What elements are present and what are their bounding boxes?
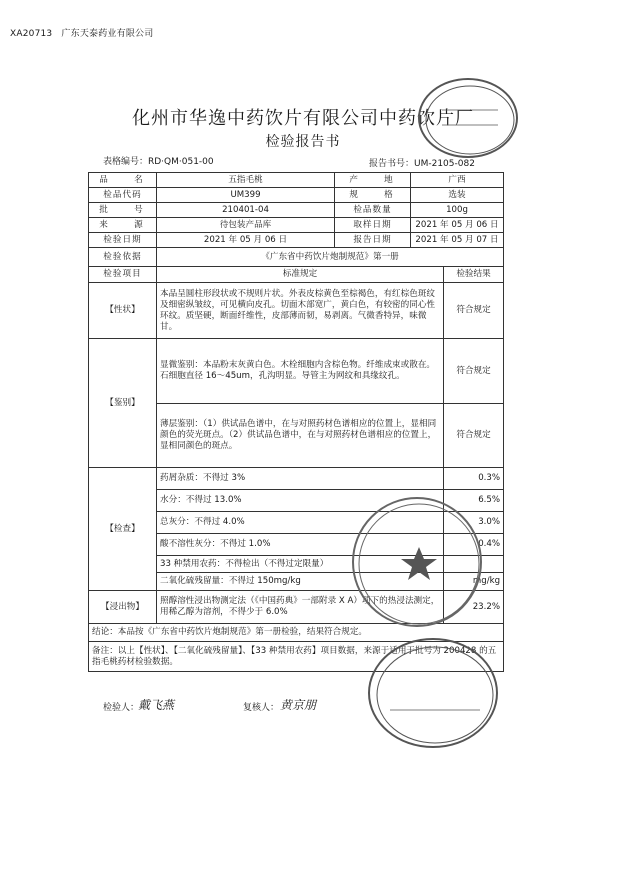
basis-label: 检验依据 <box>89 248 157 267</box>
identify-micro: 显微鉴别：本品粉末灰黄白色。木栓细胞内含棕色物。纤维成束或散在。石细胞直径 16～45um，孔沟明显。导管主为网纹和具缘纹孔。 <box>157 339 444 404</box>
test-date-label: 检验日期 <box>89 233 157 248</box>
col-head-standard: 标准规定 <box>157 267 444 283</box>
code-label: 检品代码 <box>89 188 157 203</box>
check-row: 药屑杂质：不得过 3% <box>157 468 444 490</box>
code-value: UM399 <box>157 188 335 203</box>
inspection-seal-stamp <box>418 78 518 158</box>
check-result: 6.5% <box>444 490 504 512</box>
sample-date-label: 取样日期 <box>335 218 411 233</box>
identify-label: 【鉴别】 <box>89 339 157 468</box>
extract-label: 【浸出物】 <box>89 591 157 624</box>
check-result: mg/kg <box>444 573 504 591</box>
traits-result: 符合规定 <box>444 283 504 339</box>
source-value: 待包装产品库 <box>157 218 335 233</box>
report-title: 化州市华逸中药饮片有限公司中药饮片厂 <box>132 108 474 129</box>
identify-tlc: 薄层鉴别：（1）供试品色谱中，在与对照药材色谱相应的位置上，显相同颜色的荧光斑点。（2）供试品色谱中，在与对照药材色谱相应的位置上，显相同颜色的斑点。 <box>157 404 444 468</box>
extract-standard: 照醇溶性浸出物测定法（《中国药典》一部附录 X A）项下的热浸法测定，用稀乙醇为溶剂，不得少于 6.0% <box>157 591 444 624</box>
qty-value: 100g <box>411 203 504 218</box>
sample-date-value: 2021 年 05 月 06 日 <box>411 218 504 233</box>
reviewer-signature: 黄京朋 <box>280 698 317 712</box>
check-row: 33 种禁用农药：不得检出（不得过定限量） <box>157 556 444 573</box>
header-company: 广东天泰药业有限公司 <box>61 29 154 39</box>
basis-value: 《广东省中药饮片炮制规范》第一册 <box>157 248 504 267</box>
origin-value: 广西 <box>411 173 504 188</box>
remark: 备注：以上【性状】、【二氧化硫残留量】、【33 种禁用农药】项目数据，来源于适用于批号为 200428 的五指毛桃药材检验数据。 <box>89 642 504 672</box>
report-date-label: 报告日期 <box>335 233 411 248</box>
quality-management-stamp <box>368 638 498 748</box>
check-row: 水分：不得过 13.0% <box>157 490 444 512</box>
source-label: 来 源 <box>89 218 157 233</box>
batch-value: 210401-04 <box>157 203 335 218</box>
check-result: 0.4% <box>444 534 504 556</box>
report-number: 报告书号：UM-2105-082 <box>369 159 475 169</box>
identify-micro-result: 符合规定 <box>444 339 504 404</box>
conclusion: 结论：本品按《广东省中药饮片炮制规范》第一册检验，结果符合规定。 <box>89 624 504 642</box>
qty-label: 检品数量 <box>335 203 411 218</box>
batch-label: 批 号 <box>89 203 157 218</box>
check-row: 总灰分：不得过 4.0% <box>157 512 444 534</box>
origin-label: 产 地 <box>335 173 411 188</box>
form-number: 表格编号：RD·QM·051-00 <box>103 157 214 167</box>
extract-result: 23.2% <box>444 591 504 624</box>
reviewer-label: 复核人： <box>243 703 280 713</box>
inspector-label: 检验人： <box>103 703 140 713</box>
page-header <box>10 26 159 39</box>
check-label: 【检查】 <box>89 468 157 591</box>
product-label: 品 名 <box>89 173 157 188</box>
traits-standard: 本品呈圆柱形段状或不规则片状。外表皮棕黄色至棕褐色，有红棕色斑纹及细密纵皱纹，可见横向皮孔。切面木部宽广，黄白色，有较密的同心性环纹。质坚硬，断面纤维性，皮部薄而韧，易剥离。气微香特异，味微甘。 <box>157 283 444 339</box>
qa-department-stamp <box>352 497 482 627</box>
report-date-value: 2021 年 05 月 07 日 <box>411 233 504 248</box>
col-head-item: 检验项目 <box>89 267 157 283</box>
inspector-signature: 戴飞燕 <box>138 698 175 712</box>
col-head-result: 检验结果 <box>444 267 504 283</box>
header-code: XA20713 <box>10 29 53 39</box>
check-result: 0.3% <box>444 468 504 490</box>
product-value: 五指毛桃 <box>157 173 335 188</box>
report-subtitle: 检验报告书 <box>265 134 341 150</box>
check-row: 二氧化硫残留量：不得过 150mg/kg <box>157 573 444 591</box>
test-date-value: 2021 年 05 月 06 日 <box>157 233 335 248</box>
check-row: 酸不溶性灰分：不得过 1.0% <box>157 534 444 556</box>
spec-label: 规 格 <box>335 188 411 203</box>
identify-tlc-result: 符合规定 <box>444 404 504 468</box>
check-result: 3.0% <box>444 512 504 534</box>
spec-value: 选装 <box>411 188 504 203</box>
traits-label: 【性状】 <box>89 283 157 339</box>
